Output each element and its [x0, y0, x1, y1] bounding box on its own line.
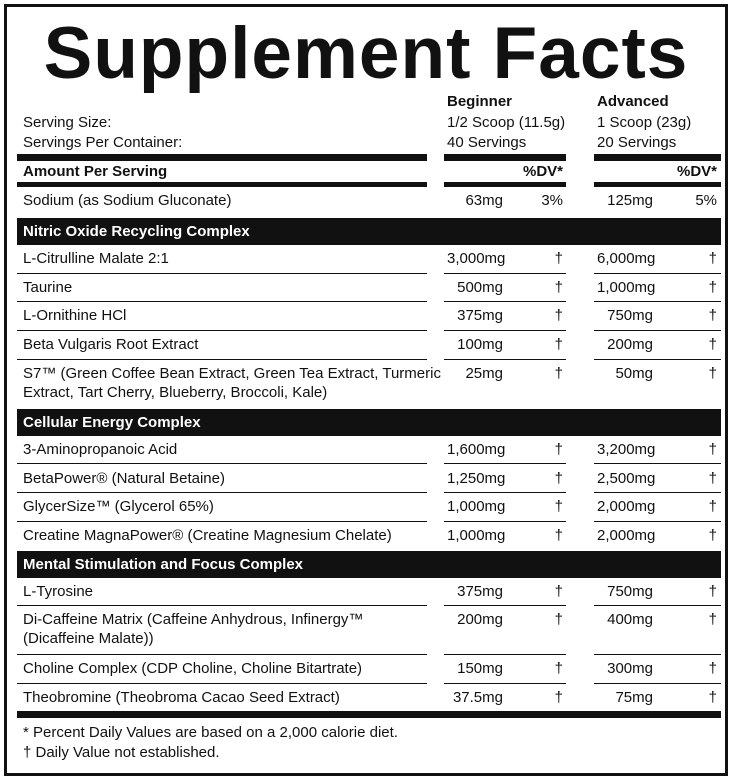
- beginner-dv: †: [554, 469, 563, 487]
- ingredient-name-continued: Extract, Tart Cherry, Blueberry, Broccoli, Kale): [23, 383, 328, 401]
- row-divider: [594, 654, 721, 655]
- row-divider: [594, 521, 721, 522]
- thick-rule: [17, 182, 427, 187]
- row-divider: [594, 301, 721, 302]
- row-divider: [444, 359, 566, 360]
- advanced-amount: 400mg: [607, 611, 653, 629]
- beginner-dv: †: [554, 440, 563, 458]
- footnote-dagger: † Daily Value not established.: [23, 744, 220, 761]
- advanced-dv: †: [708, 611, 717, 629]
- advanced-dv: †: [708, 660, 717, 678]
- beginner-dv: †: [554, 526, 563, 544]
- ingredient-name-continued: (Dicaffeine Malate)): [23, 630, 154, 648]
- row-divider: [444, 683, 566, 684]
- ingredient-name: Beta Vulgaris Root Extract: [23, 336, 199, 354]
- advanced-dv: †: [708, 689, 717, 706]
- beginner-amount: 150mg: [457, 660, 503, 678]
- ingredient-name: Theobromine (Theobroma Cacao Seed Extract): [23, 689, 340, 706]
- beginner-dv: †: [554, 278, 563, 296]
- beginner-dv: †: [554, 498, 563, 516]
- ingredient-name: L-Citrulline Malate 2:1: [23, 250, 169, 267]
- row-divider: [594, 683, 721, 684]
- row-divider: [594, 359, 721, 360]
- row-divider: [17, 492, 427, 493]
- ingredient-name: L-Ornithine HCl: [23, 307, 127, 325]
- advanced-amount: 750mg: [607, 307, 653, 325]
- row-divider: [444, 463, 566, 464]
- section-header: Nitric Oxide Recycling Complex: [17, 218, 721, 245]
- row-divider: [17, 521, 427, 522]
- advanced-amount: 2,000mg: [597, 498, 656, 516]
- footnote-dv: * Percent Daily Values are based on a 2,000 calorie diet.: [23, 724, 398, 741]
- row-divider: [17, 654, 427, 655]
- row-divider: [17, 359, 427, 360]
- supplement-facts-panel: [4, 4, 728, 776]
- row-divider: [444, 273, 566, 274]
- section-header: Cellular Energy Complex: [17, 409, 721, 436]
- beginner-amount: 25mg: [465, 364, 503, 382]
- row-divider: [17, 605, 427, 606]
- beginner-dv: †: [554, 307, 563, 325]
- advanced-dv: †: [708, 336, 717, 354]
- row-divider: [17, 463, 427, 464]
- advanced-dv: †: [708, 582, 717, 600]
- advanced-dv: †: [708, 278, 717, 296]
- beginner-amount: 375mg: [457, 307, 503, 325]
- row-divider: [444, 654, 566, 655]
- ingredient-name: Taurine: [23, 278, 73, 296]
- advanced-amount: 2,000mg: [597, 526, 656, 544]
- ingredient-name: Di-Caffeine Matrix (Caffeine Anhydrous, Infinergy™: [23, 611, 364, 629]
- thick-rule: [444, 154, 566, 161]
- ingredient-name: Creatine MagnaPower® (Creatine Magnesium Chelate): [23, 526, 392, 544]
- advanced-amount: 300mg: [607, 660, 653, 678]
- row-divider: [444, 330, 566, 331]
- beginner-dv: †: [554, 582, 563, 600]
- beginner-servings: 40 Servings: [447, 134, 527, 151]
- advanced-dv: †: [708, 469, 717, 487]
- advanced-servings: 20 Servings: [597, 134, 677, 151]
- advanced-serving-size: 1 Scoop (23g): [597, 114, 692, 131]
- row-divider: [17, 330, 427, 331]
- serving-size-label: Serving Size:: [23, 114, 112, 131]
- beginner-amount: 1,600mg: [447, 440, 506, 458]
- ingredient-name: Choline Complex (CDP Choline, Choline Bitartrate): [23, 660, 363, 678]
- beginner-dv: †: [554, 660, 563, 678]
- thick-rule: [17, 154, 427, 161]
- ingredient-name: 3-Aminopropanoic Acid: [23, 440, 178, 458]
- beginner-dv: †: [554, 689, 563, 706]
- amount-per-serving-label: Amount Per Serving: [23, 163, 168, 180]
- beginner-amount: 1,000mg: [447, 498, 506, 516]
- beginner-serving-size: 1/2 Scoop (11.5g): [447, 114, 566, 131]
- sodium-beginner-dv: 3%: [541, 192, 563, 209]
- advanced-amount: 200mg: [607, 336, 653, 354]
- beginner-amount: 37.5mg: [452, 689, 503, 706]
- section-header: Mental Stimulation and Focus Complex: [17, 551, 721, 578]
- sodium-beginner-amount: 63mg: [465, 192, 503, 209]
- advanced-dv: †: [708, 526, 717, 544]
- advanced-amount: 750mg: [607, 582, 653, 600]
- advanced-dv-heading: %DV*: [676, 163, 717, 180]
- ingredient-name: GlycerSize™ (Glycerol 65%): [23, 498, 214, 516]
- advanced-amount: 75mg: [615, 689, 653, 706]
- ingredient-name: S7™ (Green Coffee Bean Extract, Green Tea Extract, Turmeric: [23, 364, 441, 382]
- row-divider: [594, 330, 721, 331]
- advanced-dv: †: [708, 250, 717, 267]
- ingredient-name: L-Tyrosine: [23, 582, 94, 600]
- thick-rule: [444, 182, 566, 187]
- sodium-advanced-amount: 125mg: [607, 192, 653, 209]
- advanced-amount: 1,000mg: [597, 278, 656, 296]
- row-divider: [444, 521, 566, 522]
- beginner-dv: †: [554, 364, 563, 382]
- row-divider: [594, 463, 721, 464]
- servings-per-container-label: Servings Per Container:: [23, 134, 183, 151]
- beginner-amount: 1,250mg: [447, 469, 506, 487]
- beginner-amount: 100mg: [457, 336, 503, 354]
- thick-rule: [594, 154, 721, 161]
- beginner-dv-heading: %DV*: [522, 163, 563, 180]
- advanced-heading: Advanced: [597, 93, 669, 110]
- bottom-thick-rule: [17, 711, 721, 718]
- beginner-dv: †: [554, 611, 563, 629]
- advanced-amount: 6,000mg: [597, 250, 656, 267]
- row-divider: [594, 492, 721, 493]
- beginner-dv: †: [554, 250, 563, 267]
- row-divider: [444, 301, 566, 302]
- row-divider: [594, 605, 721, 606]
- advanced-dv: †: [708, 440, 717, 458]
- advanced-dv: †: [708, 364, 717, 382]
- beginner-amount: 375mg: [457, 582, 503, 600]
- thick-rule: [594, 182, 721, 187]
- row-divider: [444, 492, 566, 493]
- row-divider: [444, 605, 566, 606]
- row-divider: [17, 683, 427, 684]
- advanced-amount: 3,200mg: [597, 440, 656, 458]
- beginner-amount: 3,000mg: [447, 250, 506, 267]
- advanced-amount: 2,500mg: [597, 469, 656, 487]
- advanced-amount: 50mg: [615, 364, 653, 382]
- beginner-heading: Beginner: [447, 93, 513, 110]
- row-divider: [17, 273, 427, 274]
- beginner-amount: 200mg: [457, 611, 503, 629]
- advanced-dv: †: [708, 498, 717, 516]
- advanced-dv: †: [708, 307, 717, 325]
- row-divider: [17, 301, 427, 302]
- panel-title: Supplement Facts: [43, 13, 689, 94]
- ingredient-name: BetaPower® (Natural Betaine): [23, 469, 225, 487]
- sodium-advanced-dv: 5%: [695, 192, 717, 209]
- sodium-name: Sodium (as Sodium Gluconate): [23, 192, 232, 209]
- beginner-amount: 500mg: [457, 278, 503, 296]
- beginner-amount: 1,000mg: [447, 526, 506, 544]
- row-divider: [594, 273, 721, 274]
- beginner-dv: †: [554, 336, 563, 354]
